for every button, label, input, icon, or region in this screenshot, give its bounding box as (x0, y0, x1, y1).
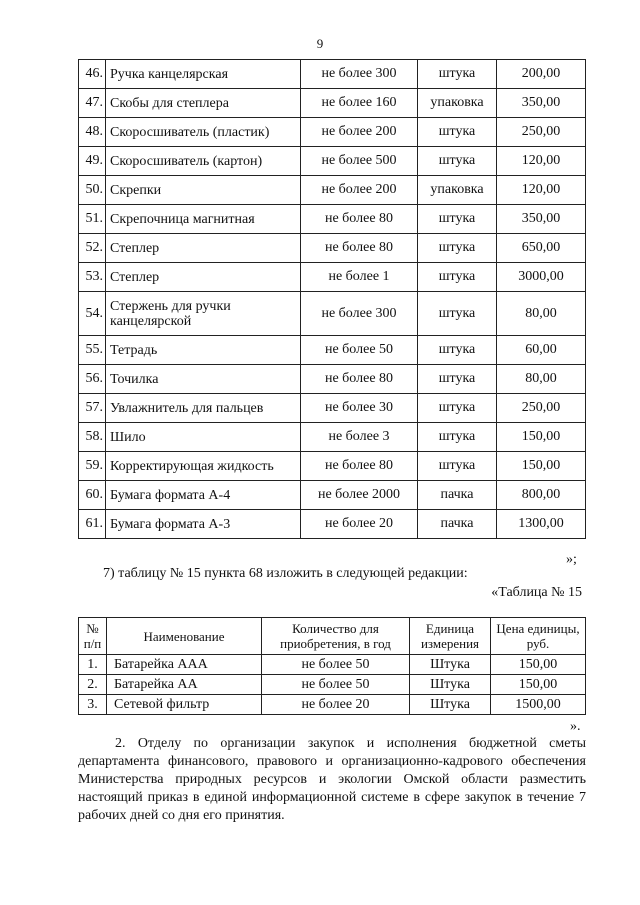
row-number: 59. (79, 452, 106, 481)
item-name: Шило (106, 423, 301, 452)
row-number: 2. (79, 675, 107, 695)
item-quantity: не более 300 (301, 60, 418, 89)
item-quantity: не более 50 (262, 675, 410, 695)
row-number: 57. (79, 394, 106, 423)
item-quantity: не более 2000 (301, 481, 418, 510)
row-number: 60. (79, 481, 106, 510)
row-number: 1. (79, 655, 107, 675)
item-unit: упаковка (418, 176, 497, 205)
item-name: Тетрадь (106, 336, 301, 365)
item-price: 150,00 (491, 655, 586, 675)
item-unit: пачка (418, 481, 497, 510)
closing-quote-1: »; (566, 552, 577, 567)
table-caption: «Таблица № 15 (491, 585, 582, 600)
item-quantity: не более 20 (301, 510, 418, 539)
table-row (79, 205, 586, 234)
item-price: 800,00 (497, 481, 586, 510)
item-name: Батарейка ААА (107, 655, 262, 675)
row-number: 55. (79, 336, 106, 365)
row-number: 51. (79, 205, 106, 234)
item-price: 350,00 (497, 89, 586, 118)
row-number: 46. (79, 60, 106, 89)
item-quantity: не более 50 (262, 655, 410, 675)
item-quantity: не более 200 (301, 118, 418, 147)
item-price: 1500,00 (491, 695, 586, 715)
item-name: Батарейка АА (107, 675, 262, 695)
instruction-text: 7) таблицу № 15 пункта 68 изложить в следующей редакции: (103, 566, 468, 581)
row-number: 49. (79, 147, 106, 176)
row-number: 3. (79, 695, 107, 715)
item-quantity: не более 500 (301, 147, 418, 176)
table-row (79, 423, 586, 452)
table-row (79, 234, 586, 263)
table-row (79, 510, 586, 539)
item-name: Скоросшиватель (картон) (106, 147, 301, 176)
row-number: 52. (79, 234, 106, 263)
item-unit: пачка (418, 510, 497, 539)
row-number: 54. (79, 292, 106, 336)
row-number: 47. (79, 89, 106, 118)
table-row (79, 695, 586, 715)
item-price: 120,00 (497, 147, 586, 176)
item-name: Увлажнитель для пальцев (106, 394, 301, 423)
header-unit: Единица измерения (410, 618, 491, 655)
table-row (79, 452, 586, 481)
item-price: 200,00 (497, 60, 586, 89)
item-name: Бумага формата А-4 (106, 481, 301, 510)
item-price: 350,00 (497, 205, 586, 234)
item-price: 250,00 (497, 394, 586, 423)
table-row (79, 176, 586, 205)
table-row (79, 394, 586, 423)
item-price: 80,00 (497, 292, 586, 336)
row-number: 50. (79, 176, 106, 205)
table-row (79, 675, 586, 695)
row-number: 53. (79, 263, 106, 292)
table-row (79, 118, 586, 147)
table-row (79, 147, 586, 176)
supplies-table (78, 59, 586, 539)
item-quantity: не более 80 (301, 452, 418, 481)
item-quantity: не более 3 (301, 423, 418, 452)
item-price: 150,00 (491, 675, 586, 695)
item-name: Степлер (106, 263, 301, 292)
item-unit: штука (418, 205, 497, 234)
row-number: 56. (79, 365, 106, 394)
table-row (79, 89, 586, 118)
item-unit: штука (418, 365, 497, 394)
item-quantity: не более 80 (301, 365, 418, 394)
item-name: Корректирующая жидкость (106, 452, 301, 481)
row-number: 61. (79, 510, 106, 539)
item-name: Скрепочница магнитная (106, 205, 301, 234)
item-price: 650,00 (497, 234, 586, 263)
item-unit: Штука (410, 675, 491, 695)
item-unit: штука (418, 292, 497, 336)
item-quantity: не более 20 (262, 695, 410, 715)
item-unit: упаковка (418, 89, 497, 118)
item-name: Сетевой фильтр (107, 695, 262, 715)
item-price: 250,00 (497, 118, 586, 147)
table-row (79, 365, 586, 394)
item-price: 80,00 (497, 365, 586, 394)
header-price: Цена единицы, руб. (491, 618, 586, 655)
item-unit: штука (418, 452, 497, 481)
item-name: Степлер (106, 234, 301, 263)
item-quantity: не более 50 (301, 336, 418, 365)
table-row (79, 263, 586, 292)
item-price: 3000,00 (497, 263, 586, 292)
item-price: 150,00 (497, 452, 586, 481)
item-quantity: не более 30 (301, 394, 418, 423)
item-unit: штука (418, 336, 497, 365)
item-unit: штука (418, 394, 497, 423)
item-price: 120,00 (497, 176, 586, 205)
item-name: Скоросшиватель (пластик) (106, 118, 301, 147)
item-price: 60,00 (497, 336, 586, 365)
item-quantity: не более 1 (301, 263, 418, 292)
item-price: 1300,00 (497, 510, 586, 539)
item-name: Точилка (106, 365, 301, 394)
paragraph-2: 2. Отделу по организации закупок и исполнения бюджетной сметы департамента финансового, правового и организационно-кадрового обеспечения Министерства природных ресурсов и экологии Омской области разместить настоящий приказ в единой информационной системе в сфере закупок в течение 7 рабочих дней со дня его принятия. (78, 736, 586, 823)
table-row (79, 481, 586, 510)
row-number: 48. (79, 118, 106, 147)
page-number: 9 (316, 36, 324, 51)
item-unit: штука (418, 118, 497, 147)
item-price: 150,00 (497, 423, 586, 452)
item-quantity: не более 80 (301, 205, 418, 234)
closing-quote-2: ». (570, 719, 581, 734)
item-quantity: не более 80 (301, 234, 418, 263)
header-quantity: Количество для приобретения, в год (262, 618, 410, 655)
item-unit: штука (418, 423, 497, 452)
row-number: 58. (79, 423, 106, 452)
table-row (79, 655, 586, 675)
item-unit: штука (418, 263, 497, 292)
item-unit: штука (418, 234, 497, 263)
item-unit: Штука (410, 695, 491, 715)
item-name: Скрепки (106, 176, 301, 205)
table-row (79, 336, 586, 365)
item-name: Скобы для степлера (106, 89, 301, 118)
header-name: Наименование (107, 618, 262, 655)
item-name: Бумага формата А-3 (106, 510, 301, 539)
item-quantity: не более 200 (301, 176, 418, 205)
item-unit: Штука (410, 655, 491, 675)
item-name: Стержень для ручки канцелярской (106, 292, 301, 336)
item-unit: штука (418, 147, 497, 176)
table-header-row (79, 618, 586, 655)
item-unit: штука (418, 60, 497, 89)
table-15 (78, 617, 586, 715)
table-row (79, 292, 586, 336)
item-name: Ручка канцелярская (106, 60, 301, 89)
table-row (79, 60, 586, 89)
header-num: № п/п (79, 618, 107, 655)
item-quantity: не более 300 (301, 292, 418, 336)
item-quantity: не более 160 (301, 89, 418, 118)
